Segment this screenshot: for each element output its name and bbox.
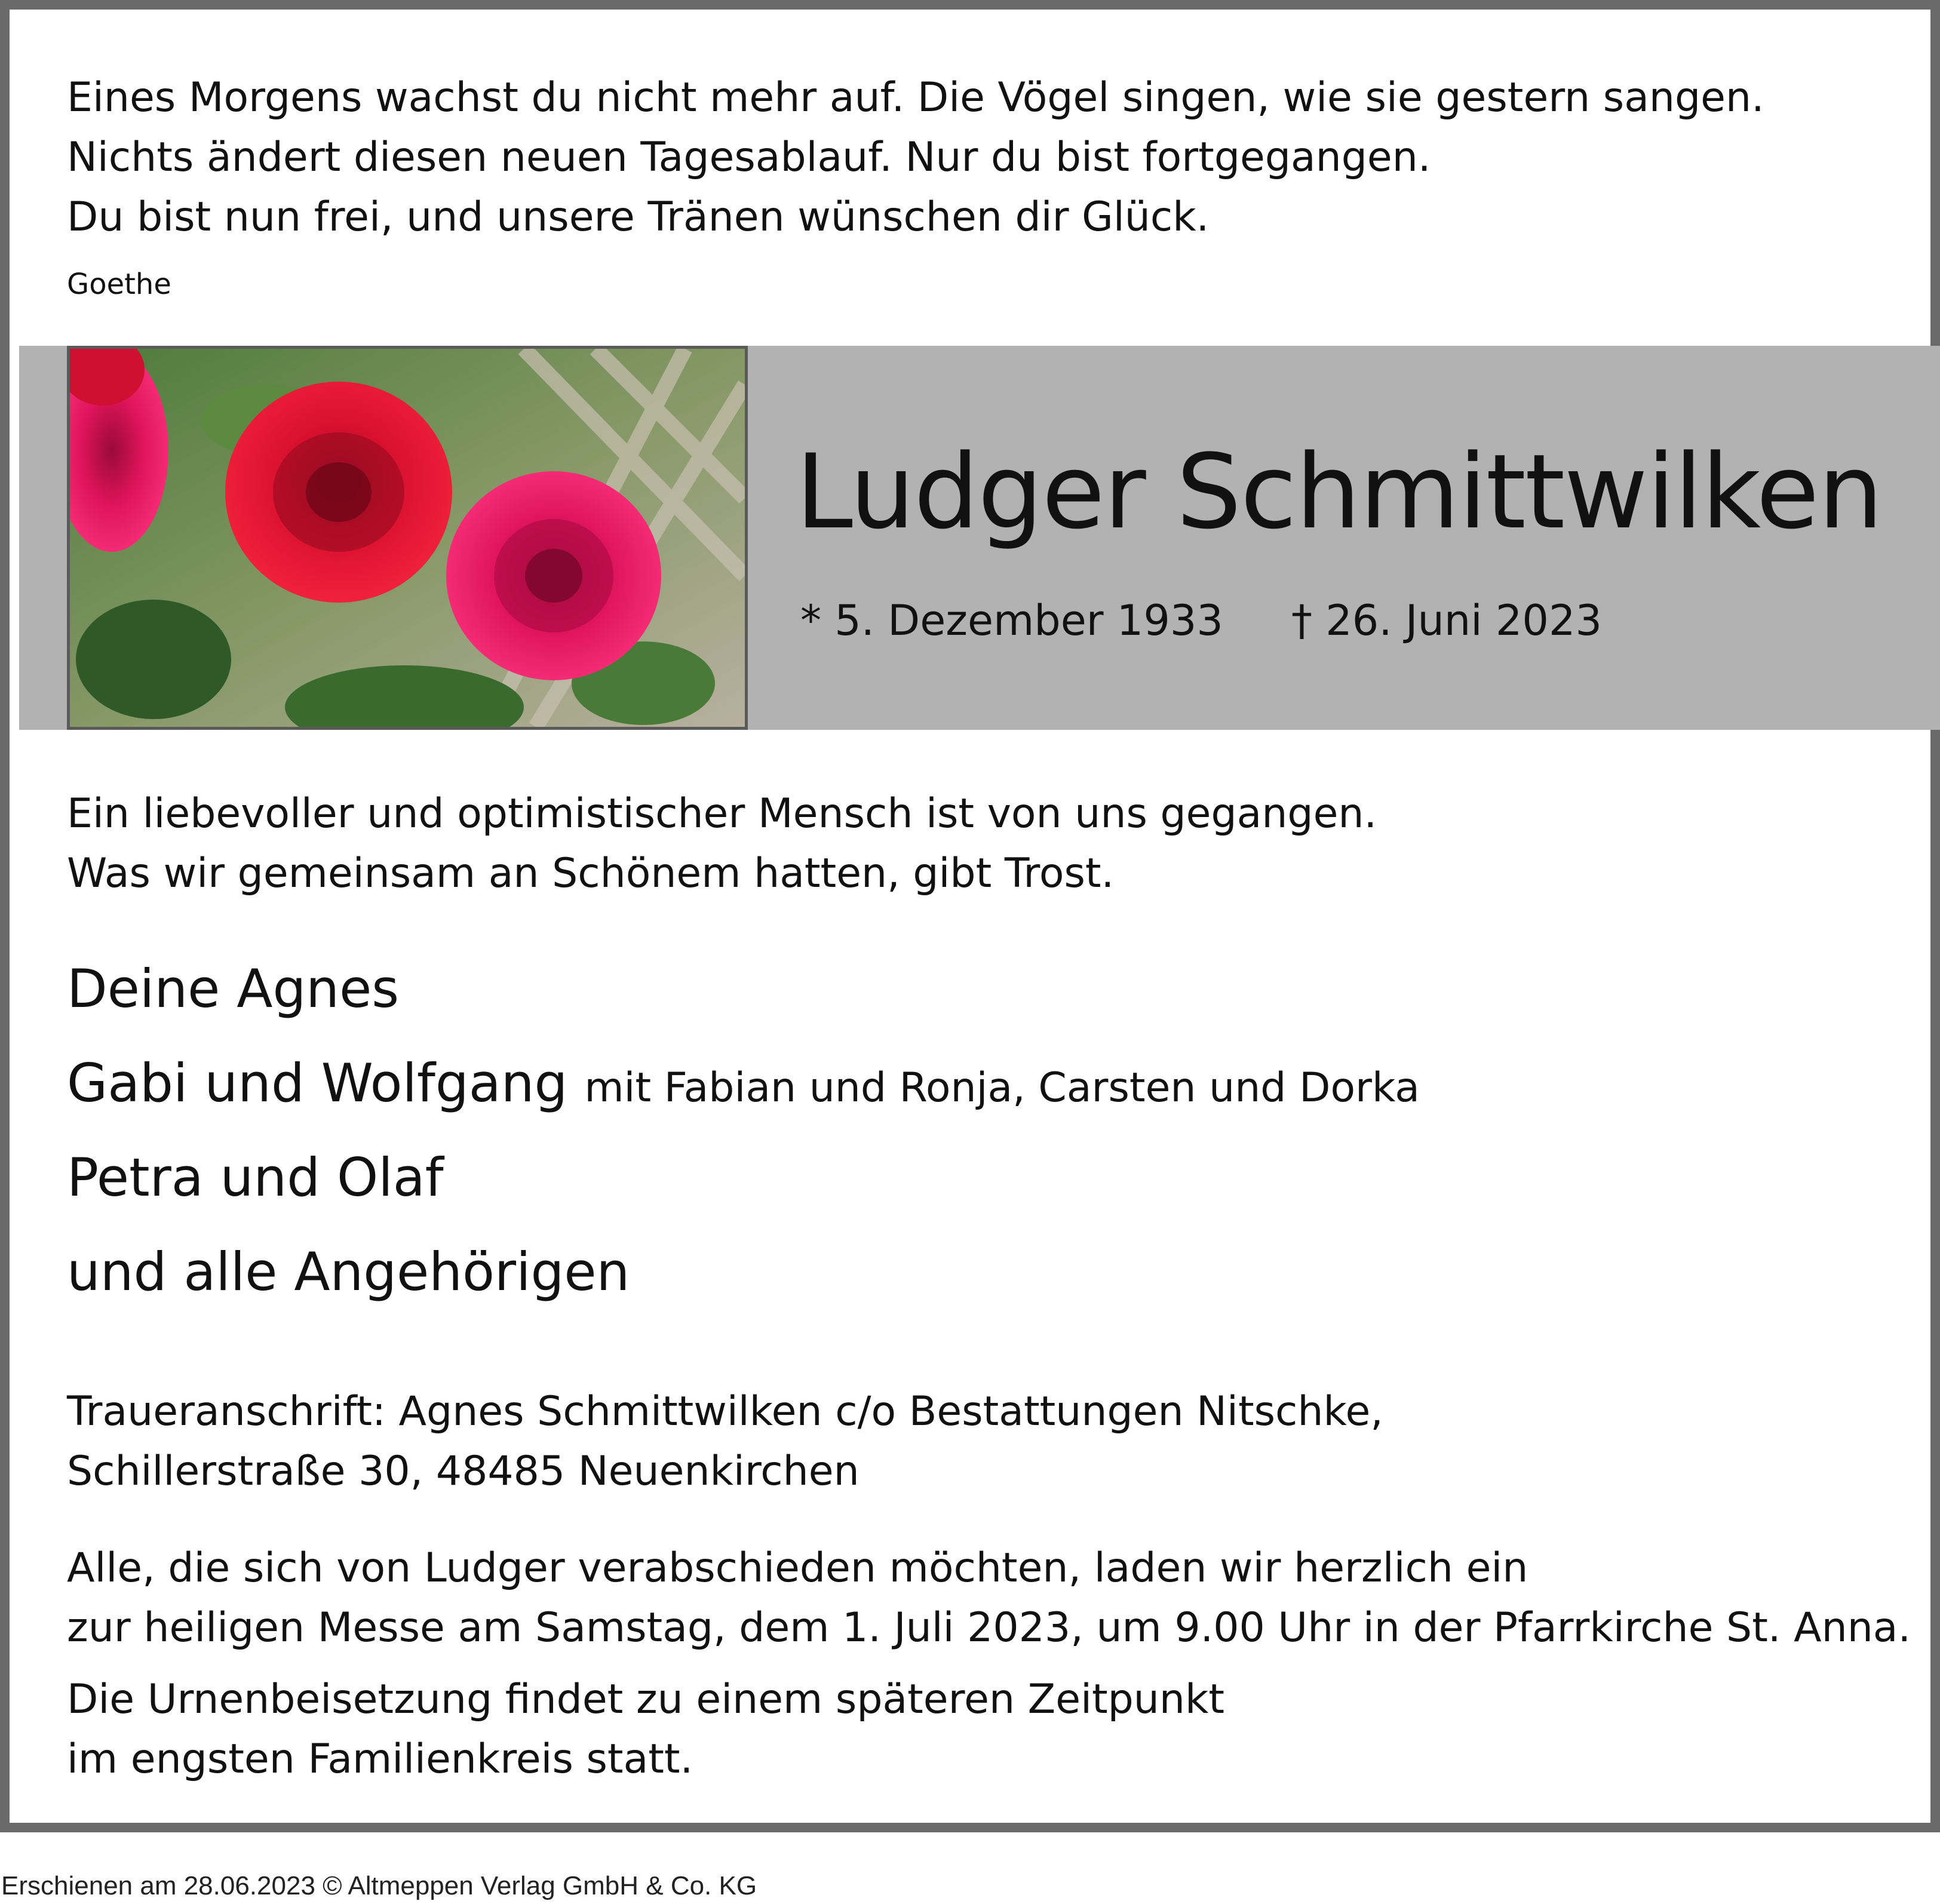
death-date: † 26. Juni 2023 — [1291, 596, 1603, 645]
mourner-line: Deine Agnes — [67, 958, 400, 1019]
service-notice — [67, 1538, 1911, 1658]
publication-footer: Erschienen am 28.06.2023 © Altmeppen Verlag GmbH & Co. KG — [1, 1871, 757, 1900]
quote-line: Du bist nun frei, und unsere Tränen wünschen dir Glück. — [67, 194, 1210, 241]
birth-date: * 5. Dezember 1933 — [800, 596, 1223, 645]
burial-line: im engsten Familienkreis statt. — [67, 1736, 693, 1783]
burial-line: Die Urnenbeisetzung findet zu einem späteren Zeitpunkt — [67, 1676, 1225, 1723]
goethe-quote — [67, 68, 1764, 247]
quote-author: Goethe — [67, 268, 171, 301]
condolence-text — [67, 784, 1377, 904]
quote-line: Eines Morgens wachst du nicht mehr auf. Die Vögel singen, wie sie gestern sangen. — [67, 74, 1764, 121]
deceased-name: Ludger Schmittwilken — [796, 432, 1882, 552]
mourning-address — [67, 1382, 1383, 1501]
quote-line: Nichts ändert diesen neuen Tagesablauf. Nur du bist fortgegangen. — [67, 134, 1431, 181]
mourner-main: Gabi und Wolfgang — [67, 1052, 568, 1114]
mourner-line: und alle Angehörigen — [67, 1241, 630, 1303]
red-roses-photo-icon — [67, 346, 748, 730]
address-line: Schillerstraße 30, 48485 Neuenkirchen — [67, 1448, 860, 1495]
name-banner — [19, 346, 1940, 730]
service-line: zur heiligen Messe am Samstag, dem 1. Juli 2023, um 9.00 Uhr in der Pfarrkirche St. Anna. — [67, 1604, 1911, 1651]
condolence-line: Was wir gemeinsam an Schönem hatten, gibt Trost. — [67, 850, 1115, 897]
condolence-line: Ein liebevoller und optimistischer Mensch ist von uns gegangen. — [67, 790, 1377, 837]
mourners-list — [67, 953, 1420, 1331]
address-line: Traueranschrift: Agnes Schmittwilken c/o Bestattungen Nitschke, — [67, 1388, 1383, 1435]
mourner-line — [67, 1048, 1420, 1142]
service-line: Alle, die sich von Ludger verabschieden möchten, laden wir herzlich ein — [67, 1544, 1528, 1592]
mourner-sub: mit Fabian und Ronja, Carsten und Dorka — [584, 1064, 1420, 1111]
burial-notice — [67, 1670, 1224, 1789]
mourner-line: Petra und Olaf — [67, 1147, 444, 1208]
